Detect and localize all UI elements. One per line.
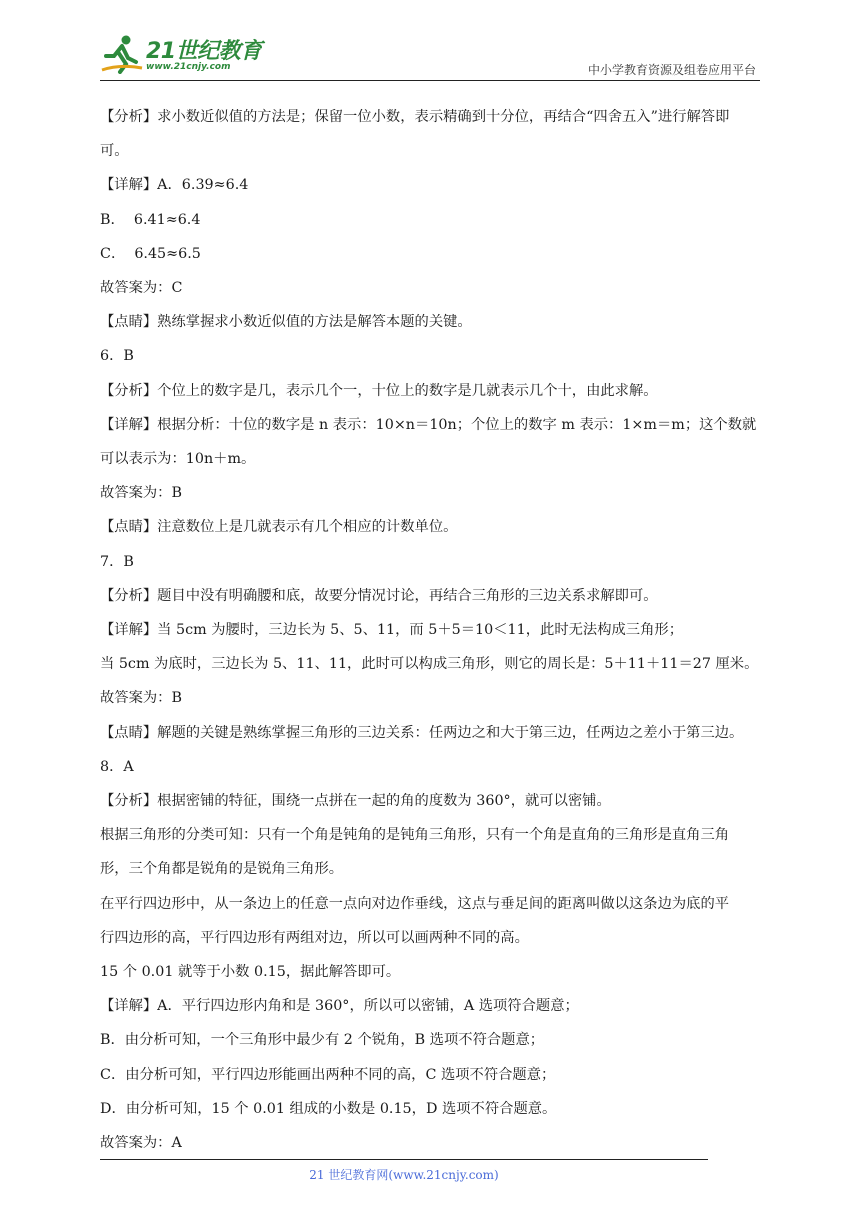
text-line: 可。 <box>100 143 129 160</box>
text-line: 故答案为：B <box>100 485 182 502</box>
text-line: 【详解】A．6.39≈6.4 <box>100 177 249 194</box>
question-number: 6．B <box>100 348 134 365</box>
text-line: 行四边形的高，平行四边形有两组对边，所以可以画两种不同的高。 <box>100 929 529 946</box>
text-line: 可以表示为：10n＋m。 <box>100 451 256 468</box>
text-line: 形，三个角都是锐角的是锐角三角形。 <box>100 861 344 878</box>
text-line: 【分析】个位上的数字是几，表示几个一，十位上的数字是几就表示几个十，由此求解。 <box>100 382 658 399</box>
text-line: 当 5cm 为底时，三边长为 5、11、11，此时可以构成三角形，则它的周长是：5＋11＋11＝27 厘米。 <box>100 656 759 673</box>
text-line: 【点睛】解题的关键是熟练掌握三角形的三边关系：任两边之和大于第三边，任两边之差小于第三边。 <box>100 724 744 741</box>
text-line: D．由分析可知，15 个 0.01 组成的小数是 0.15，D 选项不符合题意。 <box>100 1100 557 1117</box>
text-line: 15 个 0.01 就等于小数 0.15，据此解答即可。 <box>100 964 401 981</box>
text-line: C． 6.45≈6.5 <box>100 245 201 262</box>
text-line: 【详解】A．平行四边形内角和是 360°，所以可以密铺，A 选项符合题意； <box>100 998 579 1015</box>
question-number: 7．B <box>100 553 134 570</box>
document-body <box>100 100 762 1160</box>
runner-logo-icon <box>100 34 144 74</box>
text-line: 【分析】题目中没有明确腰和底，故要分情况讨论，再结合三角形的三边关系求解即可。 <box>100 587 658 604</box>
text-line: 【详解】根据分析：十位的数字是 n 表示：10×n＝10n；个位上的数字 m 表示：1×m＝m；这个数就 <box>100 416 757 433</box>
page-header <box>100 28 760 81</box>
platform-name: 中小学教育资源及组卷应用平台 <box>587 63 756 77</box>
text-line: 根据三角形的分类可知：只有一个角是钝角的是钝角三角形，只有一个角是直角的三角形是直角三角 <box>100 827 730 844</box>
text-line: 故答案为：B <box>100 690 182 707</box>
question-number: 8．A <box>100 758 134 775</box>
text-line: 在平行四边形中，从一条边上的任意一点向对边作垂线，这点与垂足间的距离叫做以这条边为底的平 <box>100 895 730 912</box>
text-line: 【分析】求小数近似值的方法是；保留一位小数，表示精确到十分位，再结合“四舍五入”进行解答即 <box>100 109 730 125</box>
footer-divider <box>100 1159 708 1160</box>
text-line: 【分析】根据密铺的特征，围绕一点拼在一起的角的度数为 360°，就可以密铺。 <box>100 793 611 810</box>
text-line: B． 6.41≈6.4 <box>100 211 201 228</box>
page-footer: 21 世纪教育网(www.21cnjy.com) <box>309 1168 499 1182</box>
text-line: B．由分析可知，一个三角形中最少有 2 个锐角，B 选项不符合题意； <box>100 1032 545 1049</box>
logo-url: www.21cnjy.com <box>146 62 231 72</box>
site-logo <box>100 28 270 78</box>
text-line: 【详解】当 5cm 为腰时，三边长为 5、5、11，而 5＋5＝10＜11，此时无法构成三角形； <box>100 622 683 639</box>
text-line: 故答案为：C <box>100 280 183 297</box>
text-line: 【点睛】注意数位上是几就表示有几个相应的计数单位。 <box>100 519 458 536</box>
text-line: 故答案为：A <box>100 1135 182 1152</box>
text-line: C．由分析可知，平行四边形能画出两种不同的高，C 选项不符合题意； <box>100 1066 556 1083</box>
logo-title: 21世纪教育 <box>146 39 262 64</box>
text-line: 【点睛】熟练掌握求小数近似值的方法是解答本题的关键。 <box>100 314 472 331</box>
